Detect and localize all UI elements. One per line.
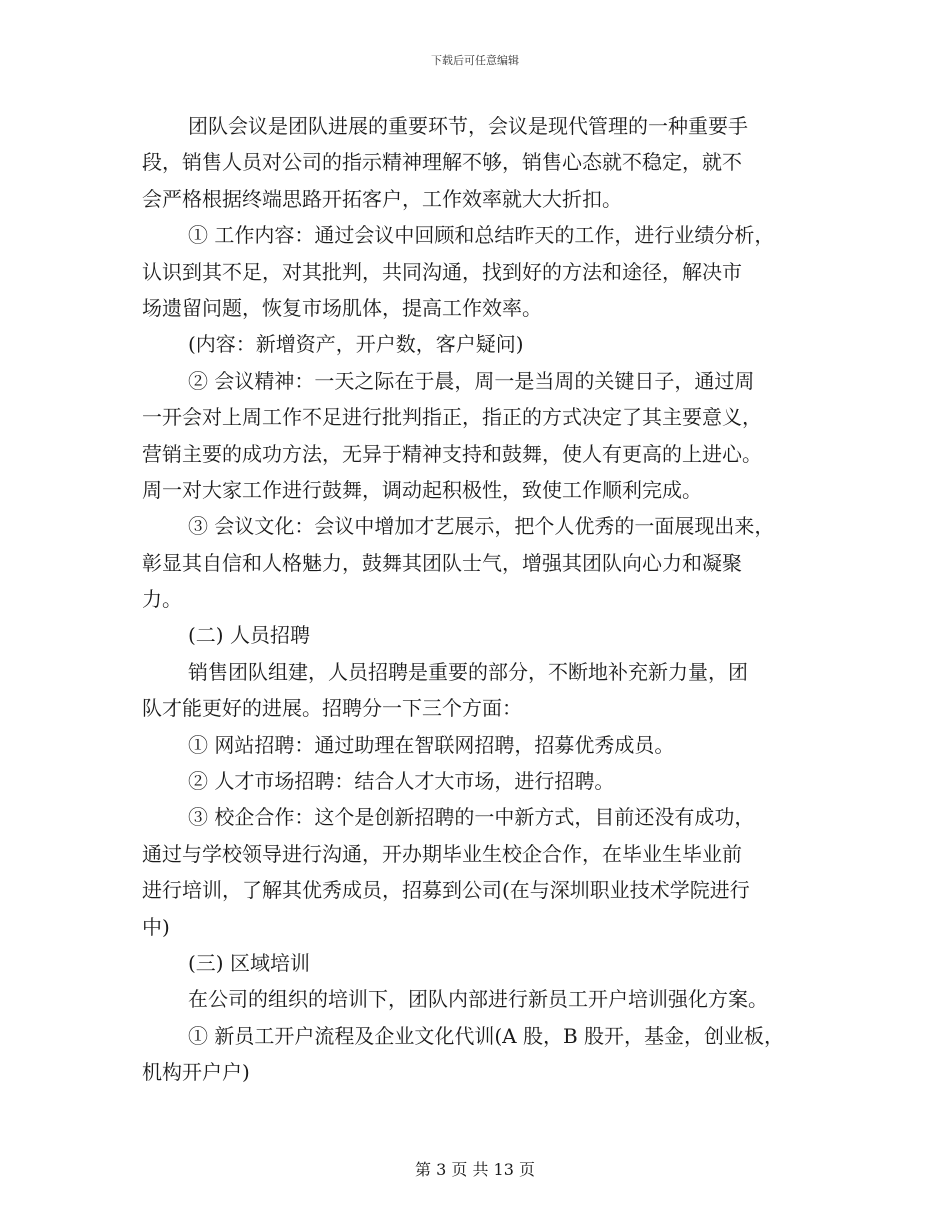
text-line: 队才能更好的进展。招聘分一下三个方面：: [142, 696, 522, 721]
text-line: 场遗留问题，恢复市场肌体，提高工作效率。: [142, 295, 542, 320]
text-line: 彰显其自信和人格魅力，鼓舞其团队士气，增强其团队向心力和凝聚: [142, 550, 742, 575]
text-line: (内容：新增资产，开户数，客户疑问): [188, 332, 524, 357]
document-body: [142, 108, 812, 1091]
text-line: ① 网站招聘：通过助理在智联网招聘，招募优秀成员。: [188, 732, 675, 757]
text-line: ② 人才市场招聘：结合人才大市场，进行招聘。: [188, 769, 615, 794]
text-line: 周一对大家工作进行鼓舞，调动起积极性，致使工作顺利完成。: [142, 477, 702, 502]
text-line: 在公司的组织的培训下，团队内部进行新员工开户培训强化方案。: [188, 987, 768, 1012]
text-line: 一开会对上周工作不足进行批判指正，指正的方式决定了其主要意义，: [142, 405, 762, 430]
text-line: 销售团队组建，人员招聘是重要的部分，不断地补充新力量，团: [188, 659, 748, 684]
page-header: 下载后可任意编辑: [431, 54, 519, 67]
text-line: ③ 校企合作：这个是创新招聘的一中新方式，目前还没有成功，: [188, 805, 755, 830]
text-line: 进行培训，了解其优秀成员，招募到公司(在与深圳职业技术学院进行: [142, 878, 750, 903]
text-line: ② 会议精神：一天之际在于晨，周一是当周的关键日子，通过周: [188, 368, 755, 393]
text-line: 中): [142, 914, 170, 939]
text-line: 力。: [142, 587, 182, 612]
text-line: 团队会议是团队进展的重要环节，会议是现代管理的一种重要手: [188, 114, 748, 138]
page-footer: 第 3 页 共 13 页: [415, 1160, 535, 1179]
text-line: 会严格根据终端思路开拓客户，工作效率就大大折扣。: [142, 186, 622, 211]
text-line: (三) 区域培训: [188, 950, 310, 975]
text-line: 机构开户户): [142, 1060, 250, 1085]
text-line: 认识到其不足，对其批判，共同沟通，找到好的方法和途径，解决市: [142, 259, 742, 284]
text-line: 通过与学校领导进行沟通，开办期毕业生校企合作，在毕业生毕业前: [142, 841, 742, 866]
text-line: 段，销售人员对公司的指示精神理解不够，销售心态就不稳定，就不: [142, 150, 742, 175]
text-line: (二) 人员招聘: [188, 623, 310, 648]
text-line: ① 工作内容：通过会议中回顾和总结昨天的工作，进行业绩分析，: [188, 223, 775, 248]
text-line: 营销主要的成功方法，无异于精神支持和鼓舞，使人有更高的上进心。: [142, 441, 762, 466]
text-line: ③ 会议文化：会议中增加才艺展示，把个人优秀的一面展现出来，: [188, 514, 775, 539]
text-line: ① 新员工开户流程及企业文化代训(A 股，B 股开，基金，创业板，: [188, 1023, 785, 1048]
